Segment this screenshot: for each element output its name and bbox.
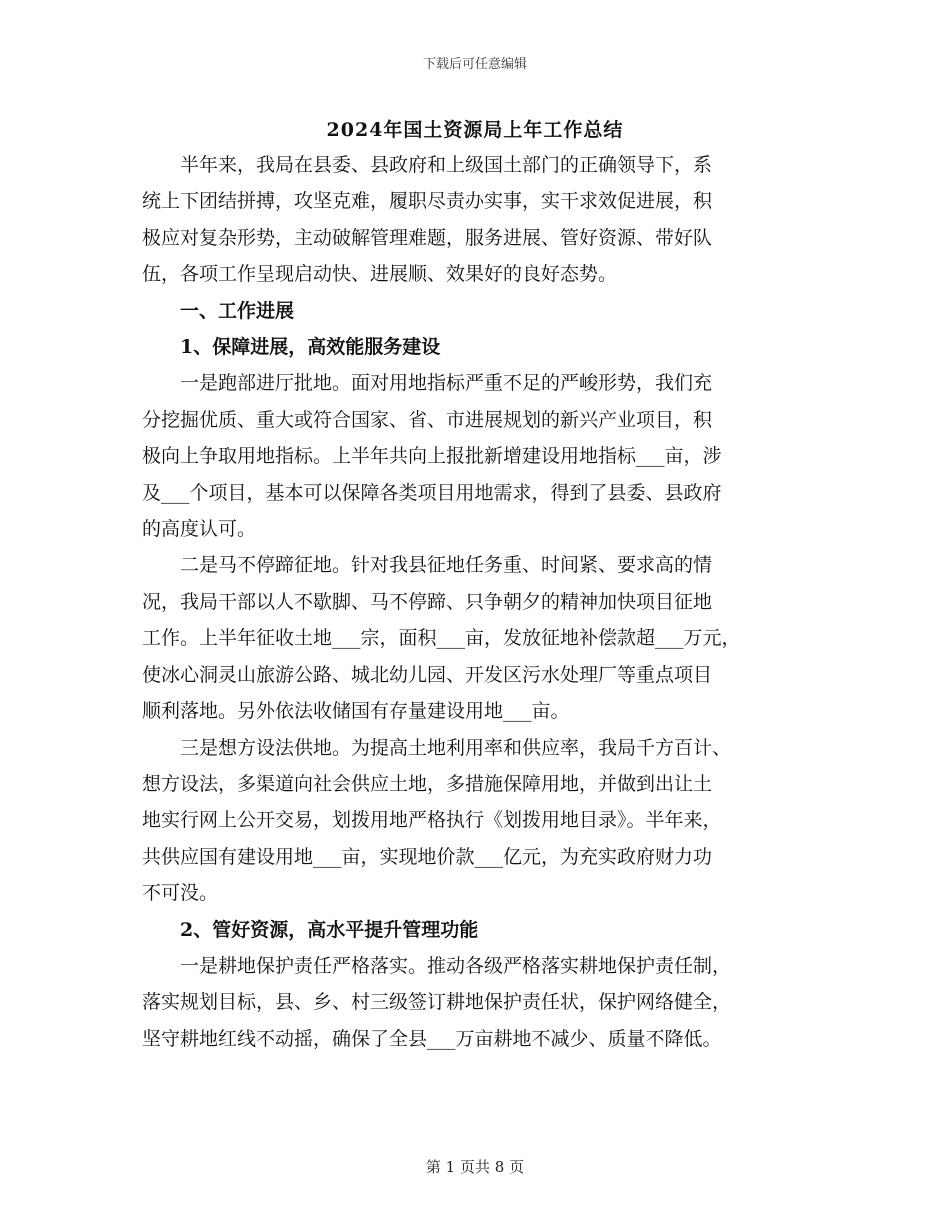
text-line: 一是跑部进厅批地。面对用地指标严重不足的严峻形势，我们充 — [180, 372, 713, 395]
text-line: 工作。上半年征收土地___宗，面积___亩，发放征地补偿款超___万元， — [142, 627, 741, 650]
intro-paragraph — [142, 147, 814, 293]
document-body — [142, 147, 814, 1057]
text-line: 使冰心洞灵山旅游公路、城北幼儿园、开发区污水处理厂等重点项目 — [142, 663, 713, 686]
paragraph-land-supply — [142, 730, 814, 912]
document-title: 2024年国土资源局上年工作总结 — [326, 119, 624, 141]
subsection-heading-2: 2、管好资源，高水平提升管理功能 — [180, 918, 479, 941]
text-line: 共供应国有建设用地___亩，实现地价款___亿元，为充实政府财力功 — [142, 845, 713, 868]
text-line: 想方设法，多渠道向社会供应土地，多措施保障用地，并做到出让土 — [142, 772, 713, 795]
section-heading-1: 一、工作进展 — [180, 299, 295, 322]
text-line: 极应对复杂形势，主动破解管理难题，服务进展、管好资源、带好队 — [142, 226, 713, 249]
text-line: 地实行网上公开交易，划拨用地严格执行《划拨用地目录》。半年来， — [142, 809, 722, 832]
text-line: 及___个项目，基本可以保障各类项目用地需求，得到了县委、县政府 — [142, 481, 722, 504]
paragraph-land-expropriation — [142, 547, 814, 729]
paragraph-land-approval — [142, 365, 814, 547]
text-line: 伍，各项工作呈现启动快、进展顺、效果好的良好态势。 — [142, 263, 618, 286]
text-line: 极向上争取用地指标。上半年共向上报批新增建设用地指标___亩，涉 — [142, 445, 722, 468]
subsection-heading-1: 1、保障进展，高效能服务建设 — [180, 336, 441, 359]
text-line: 落实规划目标，县、乡、村三级签订耕地保护责任状，保护网络健全， — [142, 991, 732, 1014]
paragraph-farmland-protection — [142, 948, 814, 1057]
text-line: 统上下团结拼搏，攻坚克难，履职尽责办实事，实干求效促进展，积 — [142, 190, 713, 213]
text-line: 的高度认可。 — [142, 518, 257, 541]
page-header: 下载后可任意编辑 — [422, 57, 527, 72]
text-line: 一是耕地保护责任严格落实。推动各级严格落实耕地保护责任制， — [180, 954, 732, 977]
page-footer: 第 1 页共 8 页 — [425, 1158, 525, 1176]
text-line: 三是想方设法供地。为提高土地利用率和供应率，我局千方百计、 — [180, 736, 732, 759]
text-line: 半年来，我局在县委、县政府和上级国土部门的正确领导下，系 — [180, 154, 713, 176]
text-line: 分挖掘优质、重大或符合国家、省、市进展规划的新兴产业项目，积 — [142, 408, 713, 431]
text-line: 况，我局干部以人不歇脚、马不停蹄、只争朝夕的精神加快项目征地 — [142, 590, 713, 613]
text-line: 不可没。 — [142, 882, 219, 905]
text-line: 二是马不停蹄征地。针对我县征地任务重、时间紧、要求高的情 — [180, 554, 713, 577]
text-line: 坚守耕地红线不动摇，确保了全县___万亩耕地不减少、质量不降低。 — [142, 1027, 722, 1050]
text-line: 顺利落地。另外依法收储国有存量建设用地___亩。 — [142, 700, 570, 723]
